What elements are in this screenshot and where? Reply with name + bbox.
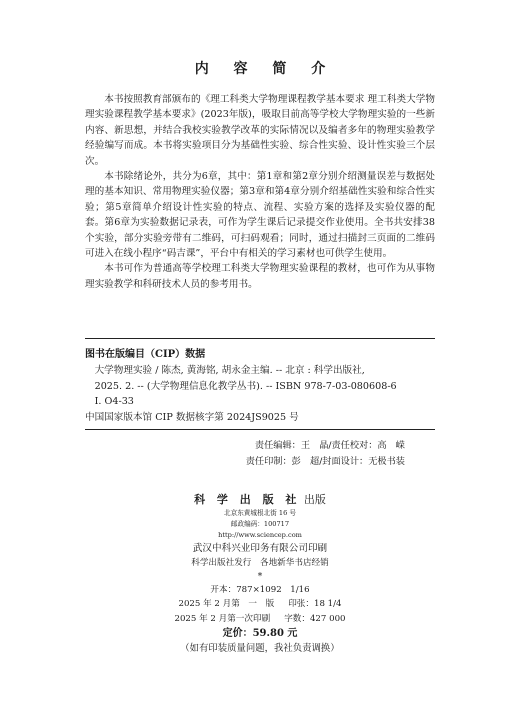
printing-row [0,612,520,627]
separator-star: * [257,571,263,582]
synopsis-paragraph: 本书按照教育部颁布的《理工科类大学物理课程教学基本要求 理工科类大学物理实验课程教学基本要求》(2023年版)，吸取目前高等学校大学物理实验的一些新内容、新思想，并结合我校实验教学改革的实际情况以及编者多年的物理实验教学经验编写而成。本书将实验项目分为基础性实验、综合性实验、设计性实验三个层次。 [85,94,435,167]
publisher-name-suffix: 出版 [303,493,326,506]
distribution-line: 科学出版社发行 各地新华书店经销 [191,558,329,568]
quality-note: （如有印装质量问题，我社负责调换） [180,643,340,654]
cip-line: 2025. 2. -- (大学物理信息化教学丛书). -- ISBN 978-7-03-080608-6 [94,380,397,392]
cip-line: Ⅰ. O4-33 [94,396,134,407]
printer-line: 武汉中科兴业印务有限公司印刷 [192,543,328,554]
editor-credit-line: 责任印制：彭 超/封面设计：无极书装 [245,455,405,467]
editor-credits [85,438,435,469]
cip-heading: 图书在版编目（CIP）数据 [85,349,206,360]
publisher-block [0,492,520,656]
printing-label: 2025 年 2 月第一次印刷 [174,613,271,624]
page-title: 内 容 简 介 [194,61,336,77]
edition-row [0,597,520,612]
publisher-address: 北京东黄城根北街 16 号 [224,509,296,517]
synopsis-paragraph: 本书可作为普通高等学校理工科类大学物理实验课程的教材，也可作为从事物理实验教学和科研技术人员的参考用书。 [85,263,435,290]
wordcount-label: 字数：427 000 [284,613,346,624]
sheets-label: 印张：18 1/4 [288,599,342,609]
publisher-postcode: 邮政编码：100717 [230,520,290,528]
format-line: 开本：787×1092 1/16 [210,584,310,595]
editor-credit-line: 责任编辑：王 晶/责任校对：高 嵘 [254,440,405,451]
publisher-website: http://www.sciencep.com [218,531,302,539]
synopsis [85,92,435,292]
publisher-name: 科 学 出 版 社 [194,493,301,506]
cip-block [85,338,435,430]
price-label: 定价：59.80 元 [222,628,298,639]
edition-label: 2025 年 2 月第 一 版 [178,599,275,609]
cip-line: 中国国家版本馆 CIP 数据核字第 2024JS9025 号 [85,411,299,423]
cip-line: 大学物理实验 / 陈杰, 黄海铭, 胡永金主编. -- 北京 : 科学出版社, [94,365,365,376]
synopsis-paragraph: 本书除绪论外，共分为6章，其中：第1章和第2章分别介绍测量误差与数据处理的基本知识、常用物理实验仪器；第3章和第4章分别介绍基础性实验和综合性实验；第5章简单介绍设计性实验的特点、流程、实验方案的选择及实验仪器的配套。第6章为实验数据记录表，可作为学生课后记录提交作业使用。全书共安排38个实验，部分实验旁带有二维码，可扫码观看；同时，通过扫描封三页面的二维码可进入在线小程序“码吉课”，平台中有相关的学习素材也可供学生使用。 [85,171,435,260]
publisher-name-line [0,492,520,508]
